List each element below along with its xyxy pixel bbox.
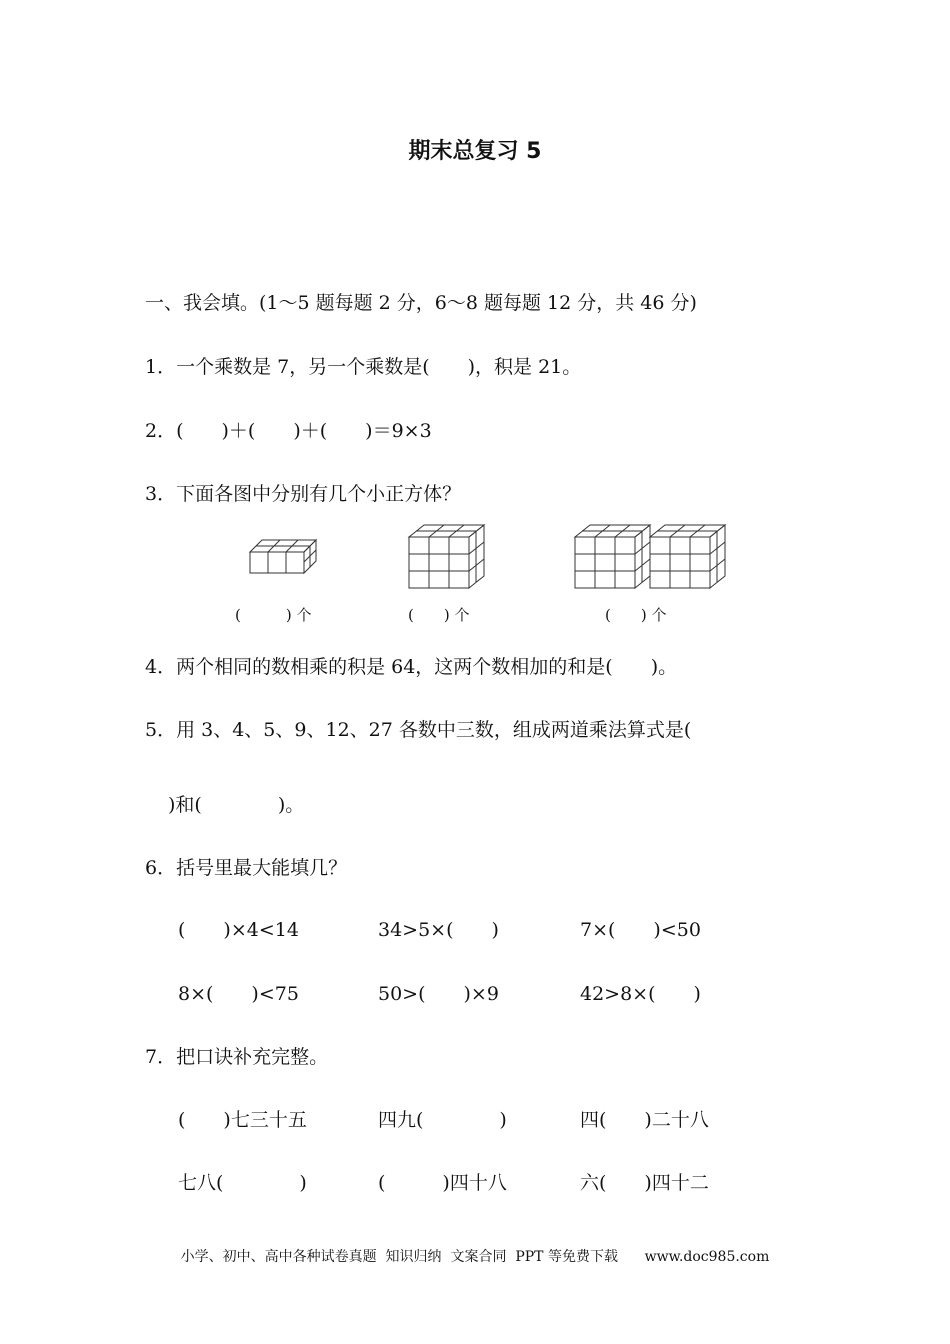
q7-item: 六( )四十二 (580, 1172, 709, 1194)
q3-blank-3: ( ) 个 (605, 606, 667, 624)
question-5-line-1: 5．用 3、4、5、9、12、27 各数中三数，组成两道乘法算式是( (145, 719, 692, 741)
question-4: 4．两个相同的数相乘的积是 64，这两个数相加的和是( )。 (145, 656, 678, 678)
q6-item: 7×( )<50 (580, 919, 701, 941)
q3-blank-1: ( ) 个 (235, 606, 312, 624)
question-1: 1．一个乘数是 7，另一个乘数是( )，积是 21。 (145, 356, 582, 378)
question-2: 2．( )＋( )＋( )＝9×3 (145, 420, 432, 442)
q3-blank-2: ( ) 个 (408, 606, 470, 624)
q6-item: 50>( )×9 (378, 983, 499, 1005)
question-5-line-2: )和( )。 (168, 794, 305, 816)
cube-figure-3b (645, 522, 735, 592)
q7-item: ( )七三十五 (178, 1109, 307, 1131)
q6-item: 34>5×( ) (378, 919, 499, 941)
q7-item: 四( )二十八 (580, 1109, 709, 1131)
cube-figure-2 (404, 522, 494, 592)
q7-item: 四九( ) (378, 1109, 507, 1131)
q6-item: 8×( )<75 (178, 983, 299, 1005)
q7-item: ( )四十八 (378, 1172, 507, 1194)
section-heading: 一、我会填。(1～5 题每题 2 分，6～8 题每题 12 分，共 46 分) (145, 292, 697, 314)
question-7: 7．把口诀补充完整。 (145, 1046, 329, 1068)
question-6: 6．括号里最大能填几？ (145, 857, 348, 879)
question-3: 3．下面各图中分别有几个小正方体？ (145, 483, 462, 505)
page-title: 期末总复习 5 (408, 139, 542, 164)
q6-item: ( )×4<14 (178, 919, 299, 941)
footer-text: 小学、初中、高中各种试卷真题 知识归纳 文案合同 PPT 等免费下载 www.doc985.com (180, 1249, 770, 1265)
cube-figure-1 (245, 532, 320, 577)
q7-item: 七八( ) (178, 1172, 307, 1194)
q6-item: 42>8×( ) (580, 983, 701, 1005)
